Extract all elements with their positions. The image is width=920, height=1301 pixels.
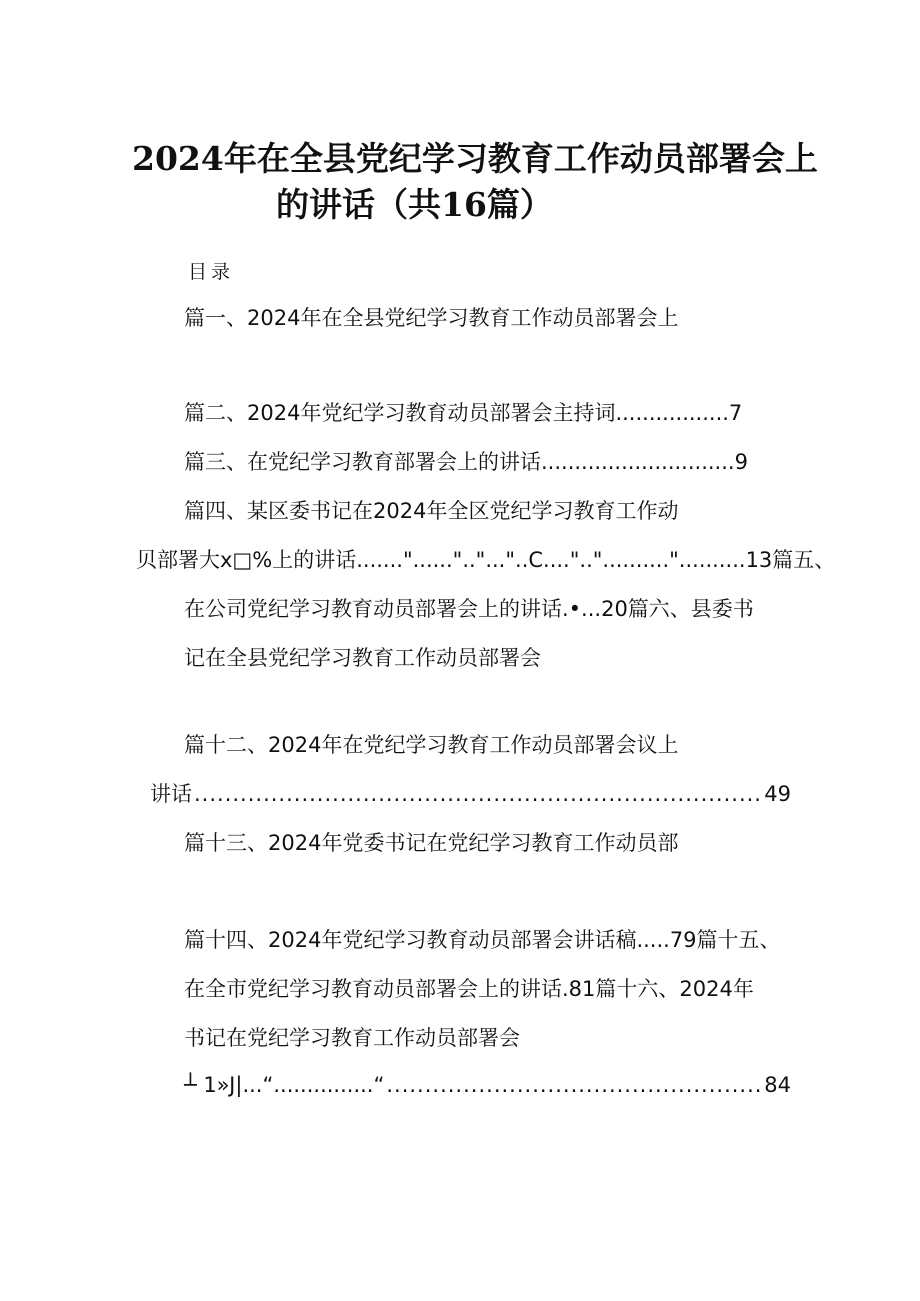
toc-entry-12-label: 讲话 <box>150 782 192 806</box>
toc-entry-16-continued: 书记在党纪学习教育工作动员部署会 <box>184 1026 520 1050</box>
toc-entry-16-page: 84 <box>764 1073 791 1097</box>
toc-entry-6-continued: 记在全县党纪学习教育工作动员部署会 <box>184 646 541 670</box>
toc-entry-5-6: 在公司党纪学习教育动员部署会上的讲话.•...20篇六、县委书 <box>184 597 754 621</box>
toc-entry-12-page: 49 <box>764 782 791 806</box>
toc-entry-12-continued <box>150 779 791 809</box>
toc-entry-1: 篇一、2024年在全县党纪学习教育工作动员部署会上 <box>184 306 679 330</box>
toc-entry-14-15: 篇十四、2024年党纪学习教育动员部署会讲话稿.....79篇十五、 <box>184 928 781 952</box>
toc-entry-4: 篇四、某区委书记在2024年全区党纪学习教育工作动 <box>184 499 679 523</box>
toc-entry-16-final <box>184 1070 791 1100</box>
toc-entry-4-continued: 贝部署大x□%上的讲话......."......".."..."..C...."..".........."..........13篇五、 <box>136 548 836 572</box>
toc-entry-2: 篇二、2024年党纪学习教育动员部署会主持词.................7 <box>184 401 743 425</box>
toc-entry-3: 篇三、在党纪学习教育部署会上的讲话.............................9 <box>184 450 748 474</box>
dot-leader <box>194 779 762 809</box>
toc-entry-13: 篇十三、2024年党委书记在党纪学习教育工作动员部 <box>184 831 679 855</box>
document-title-line-1: 2024年在全县党纪学习教育工作动员部署会上 <box>132 139 818 178</box>
toc-entry-12: 篇十二、2024年在党纪学习教育工作动员部署会议上 <box>184 733 679 757</box>
toc-entry-15-16: 在全市党纪学习教育动员部署会上的讲话.81篇十六、2024年 <box>184 977 754 1001</box>
toc-entry-16-marks: ...“...............“ <box>242 1073 385 1097</box>
toc-entry-16-label: ┴ 1»J| <box>184 1073 243 1097</box>
dot-leader <box>386 1070 762 1100</box>
toc-heading: 目录 <box>188 261 235 283</box>
document-title-line-2: 的讲话（共16篇） <box>276 185 553 224</box>
